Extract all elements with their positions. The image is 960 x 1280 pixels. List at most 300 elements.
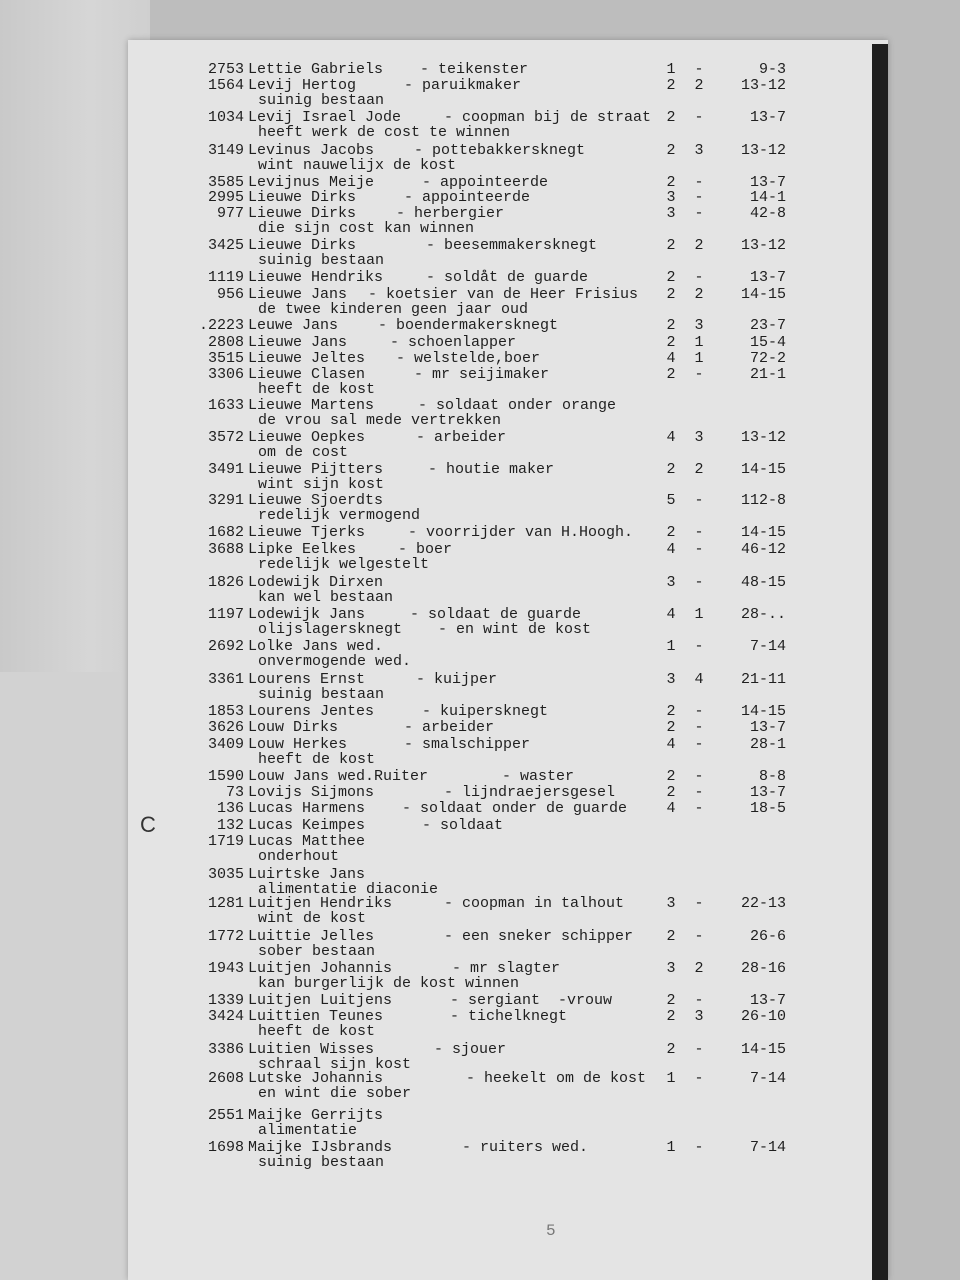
entry-count-b: 1 xyxy=(694,334,704,351)
entry-amount: 28-1 xyxy=(749,736,786,753)
entry-amount: 13-12 xyxy=(740,142,786,159)
entry-note-line xyxy=(0,911,960,927)
entry-count-a: 2 xyxy=(666,269,676,286)
entry-number: .2223 xyxy=(198,317,244,334)
entry-name: Lucas Keimpes xyxy=(248,817,366,834)
register-entry xyxy=(0,542,960,558)
register-entry xyxy=(0,1140,960,1156)
entry-name: Lieuwe Hendriks xyxy=(248,269,384,286)
entry-count-b: 3 xyxy=(694,429,704,446)
entry-number: 1698 xyxy=(207,1139,244,1156)
entry-number: 1281 xyxy=(207,895,244,912)
entry-name: Louw Herkes xyxy=(248,736,348,753)
entry-count-a: 2 xyxy=(666,77,676,94)
entry-note-line xyxy=(0,849,960,865)
entry-occupation: - houtie maker xyxy=(428,461,555,478)
entry-number: 3306 xyxy=(207,366,244,383)
entry-note-line xyxy=(0,253,960,269)
entry-number: 3626 xyxy=(207,719,244,736)
entry-note: alimentatie diaconie xyxy=(258,881,439,898)
register-entry xyxy=(0,143,960,159)
entry-count-a: 2 xyxy=(666,928,676,945)
entry-note-line xyxy=(0,93,960,109)
entry-count-a: 4 xyxy=(666,541,676,558)
entry-count-a: 2 xyxy=(666,1008,676,1025)
entry-note-line xyxy=(0,590,960,606)
entry-name: Levij Hertog xyxy=(248,77,357,94)
entry-count-a: 1 xyxy=(666,1139,676,1156)
entry-count-b: 1 xyxy=(694,606,704,623)
entry-amount: 13-7 xyxy=(749,784,786,801)
register-entry xyxy=(0,430,960,446)
entry-amount: 28-16 xyxy=(740,960,786,977)
entry-number: 1119 xyxy=(207,269,244,286)
entry-number: 1719 xyxy=(207,833,244,850)
entry-occupation: - boendermakersknegt xyxy=(378,317,559,334)
entry-amount: 7-14 xyxy=(749,1139,786,1156)
entry-name: Levinus Jacobs xyxy=(248,142,375,159)
entry-number: 3572 xyxy=(207,429,244,446)
entry-occupation: - ruiters wed. xyxy=(462,1139,589,1156)
entry-count-b: - xyxy=(694,269,704,286)
entry-name: Louw Dirks xyxy=(248,719,339,736)
entry-note: kan burgerlijk de kost winnen xyxy=(258,975,520,992)
entry-number: 3585 xyxy=(207,174,244,191)
entry-number: 1197 xyxy=(207,606,244,623)
entry-count-a: 3 xyxy=(666,671,676,688)
entry-count-a: 3 xyxy=(666,189,676,206)
entry-note-line xyxy=(0,221,960,237)
entry-number: 3688 xyxy=(207,541,244,558)
entry-note: wint sijn kost xyxy=(258,476,385,493)
entry-note-line xyxy=(0,622,960,638)
entry-note: kan wel bestaan xyxy=(258,589,394,606)
entry-amount: 13-12 xyxy=(740,77,786,94)
entry-occupation: - mr slagter xyxy=(452,960,561,977)
entry-count-a: 2 xyxy=(666,768,676,785)
entry-count-a: 4 xyxy=(666,350,676,367)
register-entry xyxy=(0,785,960,801)
entry-note: sober bestaan xyxy=(258,943,376,960)
entry-amount: 14-1 xyxy=(749,189,786,206)
entry-number: 1034 xyxy=(207,109,244,126)
entry-count-b: - xyxy=(694,800,704,817)
register-entry xyxy=(0,720,960,736)
entry-note: de vrou sal mede vertrekken xyxy=(258,412,502,429)
entry-occupation: - welstelde,boer xyxy=(396,350,541,367)
entry-occupation: - een sneker schipper xyxy=(444,928,634,945)
entry-number: 1590 xyxy=(207,768,244,785)
entry-note: olijslagersknegt - en wint de kost xyxy=(258,621,592,638)
entry-note: om de cost xyxy=(258,444,349,461)
entry-count-b: 2 xyxy=(694,286,704,303)
register-entry xyxy=(0,801,960,817)
entry-number: 3491 xyxy=(207,461,244,478)
entry-occupation: - arbeider xyxy=(416,429,507,446)
entry-note: heeft de kost xyxy=(258,381,376,398)
entry-count-a: 2 xyxy=(666,784,676,801)
register-entry xyxy=(0,993,960,1009)
entry-amount: 48-15 xyxy=(740,574,786,591)
entry-name: Lieuwe Jans xyxy=(248,286,348,303)
entry-occupation: - sergiant -vrouw xyxy=(450,992,613,1009)
entry-count-b: - xyxy=(694,1139,704,1156)
entry-note-line xyxy=(0,125,960,141)
entry-name: Lipke Eelkes xyxy=(248,541,357,558)
entry-occupation: - sjouer xyxy=(434,1041,507,1058)
entry-note-line xyxy=(0,1123,960,1139)
entry-count-b: - xyxy=(694,109,704,126)
entry-note-line xyxy=(0,1155,960,1171)
entry-count-a: 2 xyxy=(666,174,676,191)
entry-note: suinig bestaan xyxy=(258,92,385,109)
register-entry xyxy=(0,929,960,945)
entry-count-b: - xyxy=(694,524,704,541)
register-entry xyxy=(0,672,960,688)
entry-amount: 9-3 xyxy=(758,61,786,78)
entry-occupation: - boer xyxy=(398,541,453,558)
entry-number: 1772 xyxy=(207,928,244,945)
entry-name: Luittien Teunes xyxy=(248,1008,384,1025)
entry-count-b: - xyxy=(694,61,704,78)
register-entry xyxy=(0,737,960,753)
entry-number: 956 xyxy=(216,286,244,303)
entry-count-a: 2 xyxy=(666,237,676,254)
entry-count-b: - xyxy=(694,205,704,222)
entry-name: Lieuwe Martens xyxy=(248,397,375,414)
entry-count-a: 1 xyxy=(666,638,676,655)
entry-number: 1853 xyxy=(207,703,244,720)
entry-count-a: 2 xyxy=(666,109,676,126)
entry-name: Lovijs Sijmons xyxy=(248,784,375,801)
entry-occupation: - koetsier van de Heer Frisius xyxy=(368,286,639,303)
entry-count-b: 3 xyxy=(694,1008,704,1025)
entry-note-line xyxy=(0,1024,960,1040)
entry-number: 73 xyxy=(225,784,244,801)
entry-note: onderhout xyxy=(258,848,340,865)
entry-amount: 22-13 xyxy=(740,895,786,912)
entry-count-b: 2 xyxy=(694,960,704,977)
entry-amount: 13-12 xyxy=(740,237,786,254)
entry-number: 3409 xyxy=(207,736,244,753)
entry-occupation: - herbergier xyxy=(396,205,505,222)
entry-number: 132 xyxy=(216,817,244,834)
entry-count-b: - xyxy=(694,174,704,191)
entry-name: Lieuwe Clasen xyxy=(248,366,366,383)
entry-amount: 13-7 xyxy=(749,992,786,1009)
register-entry xyxy=(0,270,960,286)
entry-note: heeft werk de cost te winnen xyxy=(258,124,511,141)
entry-note: heeft de kost xyxy=(258,751,376,768)
entry-amount: 14-15 xyxy=(740,461,786,478)
register-entry xyxy=(0,525,960,541)
register-entry xyxy=(0,867,960,883)
entry-count-b: - xyxy=(694,768,704,785)
entry-count-b: - xyxy=(694,736,704,753)
entry-number: 3035 xyxy=(207,866,244,883)
entry-occupation: - schoenlapper xyxy=(390,334,517,351)
entry-count-b: 2 xyxy=(694,237,704,254)
entry-number: 2808 xyxy=(207,334,244,351)
entry-count-a: 4 xyxy=(666,606,676,623)
entry-occupation: - arbeider xyxy=(404,719,495,736)
entry-count-b: - xyxy=(694,541,704,558)
page-number: 5 xyxy=(546,1222,556,1240)
entry-name: Lieuwe Oepkes xyxy=(248,429,366,446)
register-entry xyxy=(0,704,960,720)
entry-count-b: 4 xyxy=(694,671,704,688)
register-entry xyxy=(0,318,960,334)
entry-amount: 13-7 xyxy=(749,269,786,286)
entry-name: Lodewijk Dirxen xyxy=(248,574,384,591)
entry-note-line xyxy=(0,1086,960,1102)
register-entry xyxy=(0,335,960,351)
entry-number: 2753 xyxy=(207,61,244,78)
entry-count-a: 2 xyxy=(666,461,676,478)
entry-note-line xyxy=(0,445,960,461)
entry-number: 3361 xyxy=(207,671,244,688)
entry-name: Louw Jans wed.Ruiter xyxy=(248,768,429,785)
entry-count-b: - xyxy=(694,895,704,912)
entry-amount: 46-12 xyxy=(740,541,786,558)
entry-count-b: - xyxy=(694,366,704,383)
entry-name: Luittie Jelles xyxy=(248,928,375,945)
entry-number: 3425 xyxy=(207,237,244,254)
entry-occupation: - soldaat onder orange xyxy=(418,397,617,414)
entry-count-a: 2 xyxy=(666,142,676,159)
entry-note-line xyxy=(0,477,960,493)
entry-count-b: - xyxy=(694,638,704,655)
entry-note: redelijk welgestelt xyxy=(258,556,430,573)
entry-name: Lourens Jentes xyxy=(248,703,375,720)
entry-name: Leuwe Jans xyxy=(248,317,339,334)
entry-count-a: 2 xyxy=(666,992,676,1009)
entry-occupation: - voorrijder van H.Hoogh. xyxy=(408,524,634,541)
entry-number: 3424 xyxy=(207,1008,244,1025)
entry-number: 1339 xyxy=(207,992,244,1009)
entry-occupation: - kuipersknegt xyxy=(422,703,549,720)
entry-note: heeft de kost xyxy=(258,1023,376,1040)
entry-name: Luitjen Luitjens xyxy=(248,992,393,1009)
entry-note-line xyxy=(0,687,960,703)
entry-occupation: - mr seijimaker xyxy=(414,366,550,383)
entry-name: Levij Israel Jode xyxy=(248,109,402,126)
entry-count-a: 2 xyxy=(666,366,676,383)
entry-amount: 13-7 xyxy=(749,174,786,191)
entry-amount: 14-15 xyxy=(740,286,786,303)
entry-note-line xyxy=(0,508,960,524)
entry-amount: 21-1 xyxy=(749,366,786,383)
register-entry xyxy=(0,493,960,509)
register-entry xyxy=(0,639,960,655)
entry-note: wint de kost xyxy=(258,910,367,927)
entry-note: wint nauwelijx de kost xyxy=(258,157,457,174)
register-entry xyxy=(0,834,960,850)
entry-name: Levijnus Meije xyxy=(248,174,375,191)
entry-note-line xyxy=(0,752,960,768)
entry-amount: 13-7 xyxy=(749,109,786,126)
entry-note-line xyxy=(0,654,960,670)
entry-number: 2608 xyxy=(207,1070,244,1087)
register-entry xyxy=(0,1108,960,1124)
entry-count-b: 2 xyxy=(694,77,704,94)
entry-count-a: 3 xyxy=(666,574,676,591)
entry-note-line xyxy=(0,382,960,398)
entry-amount: 42-8 xyxy=(749,205,786,222)
entry-name: Lieuwe Pijtters xyxy=(248,461,384,478)
register-entry xyxy=(0,238,960,254)
entry-count-a: 2 xyxy=(666,524,676,541)
entry-amount: 13-12 xyxy=(740,429,786,446)
entry-count-a: 5 xyxy=(666,492,676,509)
entry-number: 136 xyxy=(216,800,244,817)
register-entry xyxy=(0,190,960,206)
entry-number: 1633 xyxy=(207,397,244,414)
entry-number: 2995 xyxy=(207,189,244,206)
entry-count-b: - xyxy=(694,719,704,736)
entry-occupation: - soldåt de guarde xyxy=(426,269,589,286)
entry-note: en wint die sober xyxy=(258,1085,412,1102)
register-entry xyxy=(0,1071,960,1087)
entry-note: redelijk vermogend xyxy=(258,507,421,524)
entry-occupation: - soldaat xyxy=(422,817,504,834)
register-entry xyxy=(0,818,960,834)
register-entry xyxy=(0,62,960,78)
entry-amount: 112-8 xyxy=(740,492,786,509)
register-entry xyxy=(0,462,960,478)
entry-count-b: - xyxy=(694,1041,704,1058)
entry-note: de twee kinderen geen jaar oud xyxy=(258,301,529,318)
entry-count-b: 1 xyxy=(694,350,704,367)
entry-note: suinig bestaan xyxy=(258,1154,385,1171)
entry-number: 977 xyxy=(216,205,244,222)
entry-occupation: - soldaat de guarde xyxy=(410,606,582,623)
entry-count-a: 3 xyxy=(666,205,676,222)
entry-count-b: - xyxy=(694,574,704,591)
entry-amount: 14-15 xyxy=(740,524,786,541)
entry-count-a: 2 xyxy=(666,1041,676,1058)
entry-count-b: 2 xyxy=(694,461,704,478)
entry-count-b: - xyxy=(694,928,704,945)
entry-occupation: - coopman in talhout xyxy=(444,895,625,912)
entry-count-a: 2 xyxy=(666,286,676,303)
entry-note: suinig bestaan xyxy=(258,686,385,703)
entry-note-line xyxy=(0,944,960,960)
entry-note: schraal sijn kost xyxy=(258,1056,412,1073)
entry-number: 3515 xyxy=(207,350,244,367)
entry-count-b: - xyxy=(694,492,704,509)
entry-number: 3386 xyxy=(207,1041,244,1058)
entry-count-a: 3 xyxy=(666,895,676,912)
entry-name: Maijke Gerrijts xyxy=(248,1107,384,1124)
entry-name: Lieuwe Dirks xyxy=(248,189,357,206)
register-entry xyxy=(0,769,960,785)
entry-number: 2551 xyxy=(207,1107,244,1124)
entry-count-b: - xyxy=(694,189,704,206)
entry-occupation: - soldaat onder de guarde xyxy=(402,800,628,817)
entry-count-a: 2 xyxy=(666,317,676,334)
entry-count-b: - xyxy=(694,703,704,720)
entry-count-a: 1 xyxy=(666,1070,676,1087)
register-entry xyxy=(0,1009,960,1025)
entry-name: Lieuwe Jans xyxy=(248,334,348,351)
entry-name: Lettie Gabriels xyxy=(248,61,384,78)
entry-name: Lucas Harmens xyxy=(248,800,366,817)
entry-number: 2692 xyxy=(207,638,244,655)
entry-name: Lutske Johannis xyxy=(248,1070,384,1087)
entry-name: Luitien Wisses xyxy=(248,1041,375,1058)
entry-name: Lolke Jans wed. xyxy=(248,638,384,655)
entry-amount: 14-15 xyxy=(740,1041,786,1058)
entry-occupation: - waster xyxy=(502,768,575,785)
entry-amount: 15-4 xyxy=(749,334,786,351)
entry-name: Lourens Ernst xyxy=(248,671,366,688)
register-entry xyxy=(0,896,960,912)
entry-name: Lieuwe Sjoerdts xyxy=(248,492,384,509)
entry-amount: 14-15 xyxy=(740,703,786,720)
margin-mark: C xyxy=(140,812,156,837)
entry-count-a: 2 xyxy=(666,719,676,736)
entry-occupation: - appointeerde xyxy=(422,174,549,191)
entry-note-line xyxy=(0,302,960,318)
entry-occupation: - teikenster xyxy=(420,61,529,78)
entry-number: 3149 xyxy=(207,142,244,159)
entry-count-b: 3 xyxy=(694,142,704,159)
register-entry xyxy=(0,1042,960,1058)
entry-number: 1564 xyxy=(207,77,244,94)
entry-amount: 13-7 xyxy=(749,719,786,736)
entry-number: 3291 xyxy=(207,492,244,509)
entry-occupation: - beesemmakersknegt xyxy=(426,237,598,254)
entry-note-line xyxy=(0,413,960,429)
entry-amount: 28-.. xyxy=(740,606,786,623)
entry-name: Lodewijk Jans xyxy=(248,606,366,623)
entry-note-line xyxy=(0,557,960,573)
entry-occupation: - pottebakkersknegt xyxy=(414,142,586,159)
register-entry xyxy=(0,351,960,367)
entry-amount: 18-5 xyxy=(749,800,786,817)
entry-note: alimentatie xyxy=(258,1122,358,1139)
entry-occupation: - lijndraejersgesel xyxy=(444,784,616,801)
entry-count-a: 2 xyxy=(666,703,676,720)
entry-count-a: 3 xyxy=(666,960,676,977)
entry-occupation: - tichelknegt xyxy=(450,1008,568,1025)
entry-count-b: 3 xyxy=(694,317,704,334)
entry-name: Luirtske Jans xyxy=(248,866,366,883)
entry-amount: 21-11 xyxy=(740,671,786,688)
entry-amount: 26-6 xyxy=(749,928,786,945)
entry-occupation: - heekelt om de kost xyxy=(466,1070,647,1087)
entry-amount: 26-10 xyxy=(740,1008,786,1025)
entry-amount: 7-14 xyxy=(749,1070,786,1087)
entry-name: Lieuwe Dirks xyxy=(248,237,357,254)
entry-name: Lucas Matthee xyxy=(248,833,366,850)
entry-count-b: - xyxy=(694,992,704,1009)
entry-count-a: 4 xyxy=(666,800,676,817)
entry-occupation: - kuijper xyxy=(416,671,498,688)
register-entry xyxy=(0,575,960,591)
entry-name: Lieuwe Tjerks xyxy=(248,524,366,541)
entry-note: die sijn cost kan winnen xyxy=(258,220,475,237)
register-entry xyxy=(0,367,960,383)
entry-count-a: 2 xyxy=(666,334,676,351)
entry-note: onvermogende wed. xyxy=(258,653,412,670)
entry-note: suinig bestaan xyxy=(258,252,385,269)
entry-number: 1826 xyxy=(207,574,244,591)
entry-note-line xyxy=(0,158,960,174)
entry-occupation: - coopman bij de straat xyxy=(444,109,652,126)
entry-note-line xyxy=(0,976,960,992)
